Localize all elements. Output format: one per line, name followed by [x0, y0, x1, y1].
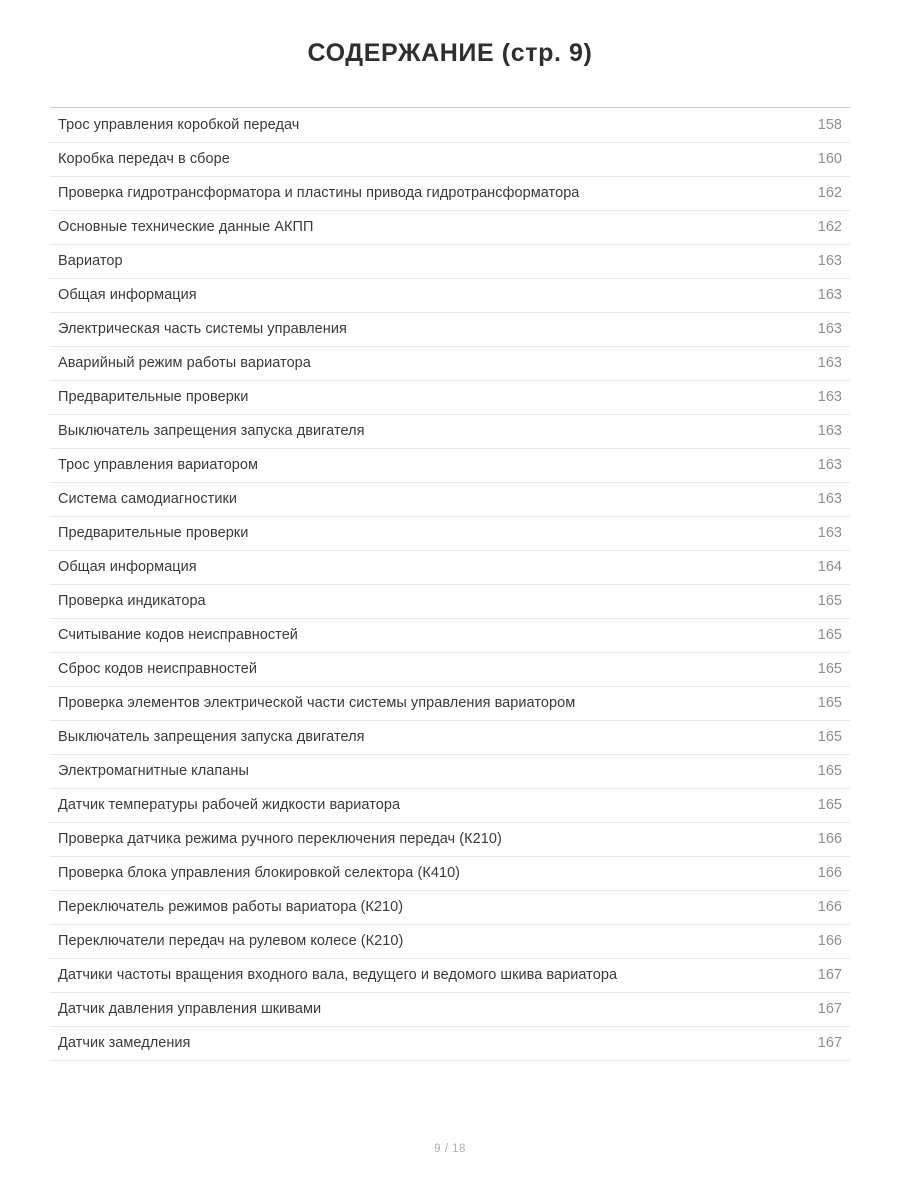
toc-row[interactable] [50, 686, 850, 720]
toc-entry-page-number: 166 [764, 924, 850, 958]
toc-entry-page-number: 158 [764, 108, 850, 142]
toc-entry-title[interactable]: Предварительные проверки [50, 516, 764, 550]
toc-entry-page-number: 160 [764, 142, 850, 176]
toc-row[interactable] [50, 346, 850, 380]
toc-entry-page-number: 165 [764, 652, 850, 686]
toc-entry-page-number: 166 [764, 822, 850, 856]
toc-row[interactable] [50, 924, 850, 958]
toc-entry-title[interactable]: Предварительные проверки [50, 380, 764, 414]
toc-row[interactable] [50, 380, 850, 414]
toc-entry-title[interactable]: Электромагнитные клапаны [50, 754, 764, 788]
toc-entry-title[interactable]: Датчики частоты вращения входного вала, ведущего и ведомого шкива вариатора [50, 958, 764, 992]
toc-entry-title[interactable]: Выключатель запрещения запуска двигателя [50, 720, 764, 754]
toc-entry-title[interactable]: Электрическая часть системы управления [50, 312, 764, 346]
toc-entry-title[interactable]: Переключатели передач на рулевом колесе (К210) [50, 924, 764, 958]
toc-entry-title[interactable]: Переключатель режимов работы вариатора (К210) [50, 890, 764, 924]
toc-entry-page-number: 165 [764, 686, 850, 720]
toc-entry-page-number: 165 [764, 788, 850, 822]
toc-entry-title[interactable]: Основные технические данные АКПП [50, 210, 764, 244]
toc-entry-title[interactable]: Аварийный режим работы вариатора [50, 346, 764, 380]
toc-entry-page-number: 164 [764, 550, 850, 584]
toc-entry-page-number: 163 [764, 414, 850, 448]
toc-row[interactable] [50, 822, 850, 856]
toc-entry-page-number: 167 [764, 958, 850, 992]
toc-row[interactable] [50, 482, 850, 516]
toc-entry-page-number: 166 [764, 890, 850, 924]
toc-row[interactable] [50, 856, 850, 890]
toc-row[interactable] [50, 448, 850, 482]
toc-row[interactable] [50, 108, 850, 142]
toc-row[interactable] [50, 890, 850, 924]
toc-entry-title[interactable]: Коробка передач в сборе [50, 142, 764, 176]
toc-entry-page-number: 163 [764, 312, 850, 346]
toc-row[interactable] [50, 312, 850, 346]
toc-entry-page-number: 165 [764, 618, 850, 652]
toc-entry-page-number: 165 [764, 720, 850, 754]
toc-entry-title[interactable]: Выключатель запрещения запуска двигателя [50, 414, 764, 448]
toc-entry-title[interactable]: Сброс кодов неисправностей [50, 652, 764, 686]
toc-entry-title[interactable]: Проверка элементов электрической части системы управления вариатором [50, 686, 764, 720]
toc-entry-page-number: 167 [764, 992, 850, 1026]
toc-entry-title[interactable]: Проверка гидротрансформатора и пластины привода гидротрансформатора [50, 176, 764, 210]
toc-row[interactable] [50, 788, 850, 822]
page-title: СОДЕРЖАНИЕ (стр. 9) [307, 39, 593, 67]
toc-entry-page-number: 162 [764, 176, 850, 210]
toc-entry-title[interactable]: Датчик замедления [50, 1026, 764, 1060]
toc-entry-title[interactable]: Вариатор [50, 244, 764, 278]
toc-row[interactable] [50, 550, 850, 584]
toc-entry-page-number: 163 [764, 244, 850, 278]
toc-entry-page-number: 163 [764, 482, 850, 516]
page-footer: 9 / 18 [434, 1143, 466, 1155]
toc-row[interactable] [50, 652, 850, 686]
toc-entry-page-number: 165 [764, 754, 850, 788]
toc-entry-title[interactable]: Проверка индикатора [50, 584, 764, 618]
toc-body [50, 108, 850, 1060]
toc-row[interactable] [50, 992, 850, 1026]
toc-row[interactable] [50, 1026, 850, 1060]
toc-row[interactable] [50, 618, 850, 652]
toc-entry-page-number: 163 [764, 448, 850, 482]
toc-entry-page-number: 163 [764, 278, 850, 312]
toc-row[interactable] [50, 754, 850, 788]
toc-row[interactable] [50, 414, 850, 448]
toc-row[interactable] [50, 958, 850, 992]
toc-entry-page-number: 165 [764, 584, 850, 618]
table-of-contents [50, 108, 850, 1061]
toc-row[interactable] [50, 210, 850, 244]
toc-entry-title[interactable]: Трос управления коробкой передач [50, 108, 764, 142]
toc-entry-page-number: 163 [764, 516, 850, 550]
toc-entry-title[interactable]: Общая информация [50, 550, 764, 584]
toc-entry-title[interactable]: Проверка датчика режима ручного переключения передач (К210) [50, 822, 764, 856]
toc-entry-title[interactable]: Общая информация [50, 278, 764, 312]
toc-entry-title[interactable]: Проверка блока управления блокировкой селектора (К410) [50, 856, 764, 890]
toc-entry-page-number: 163 [764, 380, 850, 414]
toc-entry-title[interactable]: Датчик температуры рабочей жидкости вариатора [50, 788, 764, 822]
toc-row[interactable] [50, 244, 850, 278]
toc-entry-page-number: 166 [764, 856, 850, 890]
toc-row[interactable] [50, 176, 850, 210]
toc-row[interactable] [50, 142, 850, 176]
toc-row[interactable] [50, 278, 850, 312]
toc-entry-title[interactable]: Трос управления вариатором [50, 448, 764, 482]
toc-entry-title[interactable]: Считывание кодов неисправностей [50, 618, 764, 652]
toc-entry-page-number: 167 [764, 1026, 850, 1060]
toc-row[interactable] [50, 516, 850, 550]
toc-row[interactable] [50, 584, 850, 618]
toc-entry-page-number: 162 [764, 210, 850, 244]
toc-row[interactable] [50, 720, 850, 754]
toc-entry-title[interactable]: Система самодиагностики [50, 482, 764, 516]
toc-entry-page-number: 163 [764, 346, 850, 380]
toc-entry-title[interactable]: Датчик давления управления шкивами [50, 992, 764, 1026]
